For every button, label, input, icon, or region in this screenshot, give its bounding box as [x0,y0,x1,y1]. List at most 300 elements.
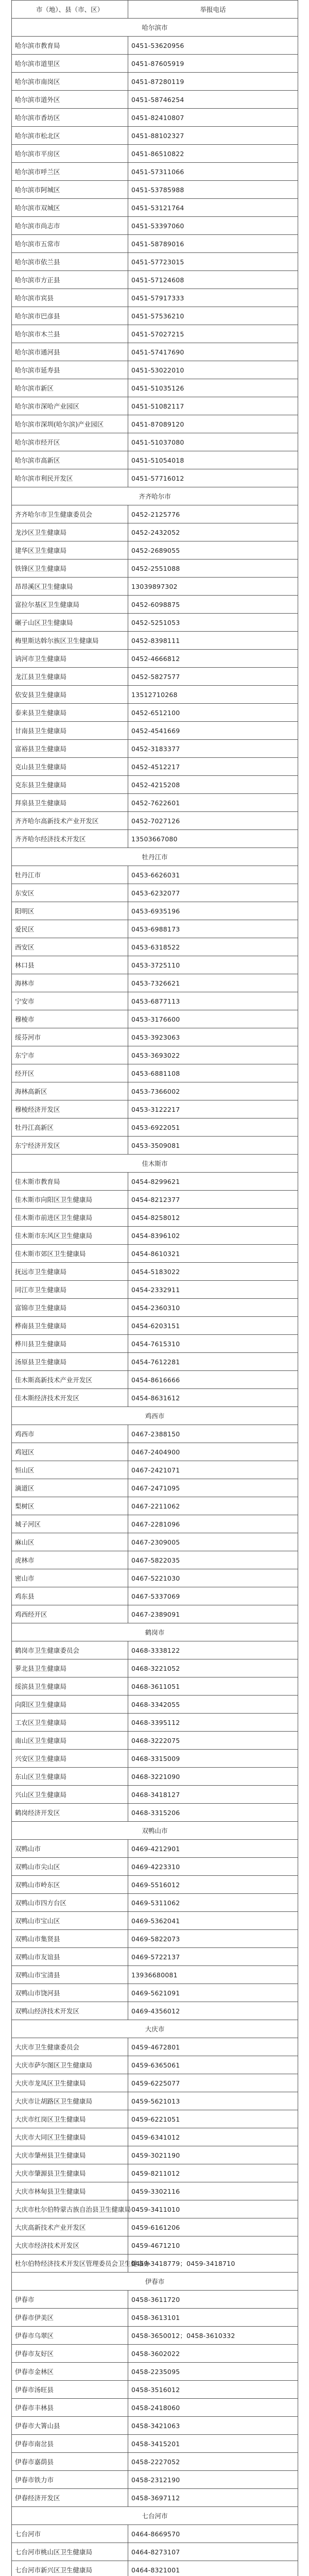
phone-number-cell: 0453-6232077 [128,884,298,902]
region-name-cell: 鸡东县 [12,1587,128,1605]
region-name-cell: 哈尔滨市深哈产业园区 [12,397,128,415]
region-name-cell: 海林市 [12,974,128,992]
region-name-cell: 大庆市林甸县卫生健康局 [12,2182,128,2200]
table-row [12,2110,298,2128]
table-row [12,91,298,109]
region-name-cell: 佳木斯经济技术开发区 [12,1389,128,1407]
region-name-cell: 哈尔滨市方正县 [12,271,128,289]
region-name-cell: 爱民区 [12,920,128,938]
phone-number-cell: 0469-5311062 [128,1894,298,1912]
table-row [12,596,298,614]
document [11,0,298,2576]
region-name-cell: 哈尔滨市通河县 [12,343,128,361]
header-region: 市（地）、县（市、区） [12,1,128,19]
phone-number-cell: 0451-58746254 [128,91,298,109]
region-name-cell: 经开区 [12,1064,128,1082]
region-name-cell: 哈尔滨市深圳(哈尔滨)产业园区 [12,415,128,433]
phone-number-cell: 0452-5251053 [128,614,298,632]
table-row [12,1786,298,1804]
table-row [12,1912,298,1930]
region-name-cell: 哈尔滨市延寿县 [12,361,128,379]
region-name-cell: 麻山区 [12,1533,128,1551]
table-row [12,289,298,307]
phone-number-cell: 0458-2227052 [128,2453,298,2471]
table-row [12,1173,298,1191]
region-name-cell: 哈尔滨市道外区 [12,91,128,109]
table-row [12,1858,298,1876]
phone-number-cell: 0454-2332911 [128,1281,298,1299]
region-name-cell: 大庆市肇州县卫生健康局 [12,2146,128,2164]
region-name-cell: 伊春市金林区 [12,2363,128,2381]
region-name-cell: 梨树区 [12,1497,128,1515]
table-row [12,2543,298,2561]
region-name-cell: 富拉尔基区卫生健康局 [12,596,128,614]
phone-number-cell: 0467-5822035 [128,1551,298,1569]
table-row [12,1425,298,1443]
section-header-row [12,848,298,866]
table-row [12,2218,298,2236]
region-name-cell: 东宁经济开发区 [12,1137,128,1155]
region-name-cell: 城子河区 [12,1515,128,1533]
region-name-cell: 哈尔滨市五常市 [12,235,128,253]
phone-number-cell: 0459-5621013 [128,2092,298,2110]
phone-number-cell: 0467-2404900 [128,1443,298,1461]
table-row [12,1587,298,1605]
table-row [12,1804,298,1822]
region-name-cell: 伊春市 [12,2291,128,2309]
table-row [12,1840,298,1858]
table-row [12,271,298,289]
phone-number-cell: 0459-3302116 [128,2182,298,2200]
table-row [12,73,298,91]
phone-number-cell: 0453-3923063 [128,1028,298,1046]
table-row [12,866,298,884]
phone-number-cell: 0467-5221030 [128,1569,298,1587]
region-name-cell: 哈尔滨市松北区 [12,127,128,145]
phone-number-cell: 0464-8669570 [128,2525,298,2543]
table-row [12,2128,298,2146]
region-name-cell: 伊春市汤旺县 [12,2381,128,2399]
region-name-cell: 富锦市卫生健康局 [12,1299,128,1317]
table-row [12,145,298,163]
table-row [12,2255,298,2273]
table-row [12,902,298,920]
table-header-row [12,1,298,19]
phone-number-cell: 0451-51054018 [128,451,298,469]
phone-number-cell: 0453-7366002 [128,1082,298,1100]
phone-number-cell: 0458-3415201 [128,2435,298,2453]
table-row [12,2002,298,2020]
table-row [12,1046,298,1064]
table-row [12,758,298,776]
phone-number-cell: 13039897302 [128,578,298,596]
region-name-cell: 双鸭山经济技术开发区 [12,2002,128,2020]
region-name-cell: 鹤岗经济开发区 [12,1804,128,1822]
region-name-cell: 七台河市桃山区卫生健康局 [12,2543,128,2561]
phone-number-cell: 0458-3697112 [128,2489,298,2507]
region-name-cell: 碾子山区卫生健康局 [12,614,128,632]
region-name-cell: 牡丹江市 [12,866,128,884]
region-name-cell: 鸡冠区 [12,1443,128,1461]
phone-number-cell: 0454-8610321 [128,1245,298,1263]
region-name-cell: 牡丹江高新区 [12,1118,128,1137]
table-row [12,776,298,794]
phone-number-cell: 0468-3338122 [128,1641,298,1659]
region-name-cell: 鹤岗市卫生健康委员会 [12,1641,128,1659]
phone-number-cell: 0458-3421063 [128,2417,298,2435]
table-row [12,2561,298,2576]
table-row [12,523,298,541]
region-name-cell: 哈尔滨市道里区 [12,55,128,73]
section-title: 牡丹江市 [12,848,298,866]
table-row [12,343,298,361]
table-row [12,361,298,379]
region-name-cell: 双鸭山市友谊县 [12,1948,128,1966]
region-name-cell: 铁锋区卫生健康局 [12,560,128,578]
region-name-cell: 哈尔滨市平房区 [12,145,128,163]
region-name-cell: 哈尔滨市双城区 [12,199,128,217]
phone-number-cell: 0454-6203151 [128,1317,298,1335]
region-name-cell: 伊春市伊美区 [12,2309,128,2327]
section-header-row [12,487,298,505]
table-row [12,469,298,487]
phone-number-cell: 0451-53397060 [128,217,298,235]
table-row [12,307,298,325]
phone-number-cell: 0453-6318522 [128,938,298,956]
phone-number-cell: 0469-4223310 [128,1858,298,1876]
region-name-cell: 伊春市友好区 [12,2345,128,2363]
region-name-cell: 绥芬河市 [12,1028,128,1046]
phone-number-cell: 0468-3221090 [128,1768,298,1786]
phone-number-cell: 0459-3411010 [128,2200,298,2218]
table-row [12,920,298,938]
region-name-cell: 伊春经济开发区 [12,2489,128,2507]
section-header-row [12,1407,298,1425]
region-name-cell: 佳木斯市前进区卫生健康局 [12,1209,128,1227]
phone-number-cell: 0452-7027126 [128,812,298,830]
phone-number-cell: 0467-2281096 [128,1515,298,1533]
section-header-row [12,1155,298,1173]
phone-number-cell: 0467-2471095 [128,1479,298,1497]
table-body [12,19,298,2576]
phone-number-cell: 0458-3602022 [128,2345,298,2363]
table-row [12,1299,298,1317]
region-name-cell: 龙江县卫生健康局 [12,668,128,686]
region-name-cell: 大庆市经济技术开发区 [12,2236,128,2255]
phone-number-cell: 0469-5621091 [128,1984,298,2002]
phone-number-cell: 0452-2125776 [128,505,298,523]
table-row [12,1209,298,1227]
table-row [12,2525,298,2543]
table-row [12,2417,298,2435]
region-name-cell: 东宁市 [12,1046,128,1064]
region-name-cell: 哈尔滨市巴彦县 [12,307,128,325]
region-name-cell: 南山区卫生健康局 [12,1732,128,1750]
table-row [12,560,298,578]
phone-number-cell: 0467-2211062 [128,1497,298,1515]
region-name-cell: 滴道区 [12,1479,128,1497]
region-name-cell: 龙沙区卫生健康局 [12,523,128,541]
phone-number-cell: 0451-57716012 [128,469,298,487]
table-row [12,1894,298,1912]
region-name-cell: 克东县卫生健康局 [12,776,128,794]
table-row [12,1948,298,1966]
region-name-cell: 哈尔滨市阿城区 [12,181,128,199]
region-name-cell: 七台河市 [12,2525,128,2543]
phone-number-cell: 0453-6626031 [128,866,298,884]
phone-number-cell: 0458-2418060 [128,2399,298,2417]
phone-number-cell: 0453-6877113 [128,992,298,1010]
table-row [12,1515,298,1533]
phone-number-cell: 0451-88102327 [128,127,298,145]
section-title: 七台河市 [12,2507,298,2525]
table-row [12,2182,298,2200]
phone-number-cell: 0451-57311066 [128,163,298,181]
region-name-cell: 大庆市杜尔伯特蒙古族自治县卫生健康局 [12,2200,128,2218]
region-name-cell: 泰来县卫生健康局 [12,704,128,722]
phone-number-cell: 0458-3611720 [128,2291,298,2309]
section-title: 双鸭山市 [12,1822,298,1840]
phone-number-cell: 0453-6988173 [128,920,298,938]
phone-number-cell: 0451-53620956 [128,37,298,55]
phone-number-cell: 0458-2312190 [128,2471,298,2489]
section-header-row [12,1822,298,1840]
table-row [12,541,298,560]
region-name-cell: 哈尔滨市新区 [12,379,128,397]
region-name-cell: 佳木斯市东风区卫生健康局 [12,1227,128,1245]
phone-number-cell: 0454-7615310 [128,1335,298,1353]
table-row [12,1876,298,1894]
phone-number-cell: 0452-5827577 [128,668,298,686]
phone-number-cell: 0468-3315206 [128,1804,298,1822]
section-title: 大庆市 [12,2020,298,2038]
phone-number-cell: 0453-3725110 [128,956,298,974]
table-row [12,325,298,343]
region-name-cell: 克山县卫生健康局 [12,758,128,776]
phone-number-cell: 0451-58789016 [128,235,298,253]
section-title: 齐齐哈尔市 [12,487,298,505]
phone-number-cell: 0468-3342055 [128,1696,298,1714]
region-name-cell: 七台河市新兴区卫生健康局 [12,2561,128,2576]
phone-number-cell: 0458-3650012；0458-3610332 [128,2327,298,2345]
phone-number-cell: 0459-6341012 [128,2128,298,2146]
table-row [12,1137,298,1155]
region-name-cell: 哈尔滨市宾县 [12,289,128,307]
table-row [12,2309,298,2327]
table-row [12,2453,298,2471]
table-row [12,614,298,632]
phone-number-cell: 0452-7622601 [128,794,298,812]
section-title: 伊春市 [12,2273,298,2291]
table-row [12,2164,298,2182]
phone-number-cell: 0451-87089120 [128,415,298,433]
phone-number-cell: 0453-6881108 [128,1064,298,1082]
table-row [12,1100,298,1118]
region-name-cell: 伊春市丰林县 [12,2399,128,2417]
table-row [12,668,298,686]
phone-number-cell: 0452-6512100 [128,704,298,722]
phone-number-cell: 0452-2551088 [128,560,298,578]
section-title: 鸡西市 [12,1407,298,1425]
phone-number-cell: 0453-3509081 [128,1137,298,1155]
region-name-cell: 哈尔滨市香坊区 [12,109,128,127]
region-name-cell: 伊春市大箐山县 [12,2417,128,2435]
region-name-cell: 伊春市南岔县 [12,2435,128,2453]
region-name-cell: 富裕县卫生健康局 [12,740,128,758]
phone-number-cell: 0458-3516012 [128,2381,298,2399]
table-row [12,2363,298,2381]
table-row [12,217,298,235]
table-row [12,1768,298,1786]
phone-number-cell: 0459-4671210 [128,2236,298,2255]
table-row [12,1461,298,1479]
region-name-cell: 大庆市让胡路区卫生健康局 [12,2092,128,2110]
section-header-row [12,2273,298,2291]
table-row [12,1335,298,1353]
phone-number-cell: 0452-2689055 [128,541,298,560]
phone-number-cell: 0453-6922051 [128,1118,298,1137]
header-phone: 举报电话 [128,1,298,19]
table-row [12,2471,298,2489]
region-name-cell: 林口县 [12,956,128,974]
phone-number-cell: 0468-3611051 [128,1677,298,1696]
region-name-cell: 哈尔滨市南岗区 [12,73,128,91]
table-row [12,1227,298,1245]
table-row [12,127,298,145]
region-name-cell: 双鸭山市宝山区 [12,1912,128,1930]
phone-number-cell: 0451-53121764 [128,199,298,217]
table-row [12,2056,298,2074]
phone-number-cell: 13936680081 [128,1966,298,1984]
region-name-cell: 大庆市肇源县卫生健康局 [12,2164,128,2182]
phone-number-cell: 0451-51037080 [128,433,298,451]
phone-number-cell: 0464-8321001 [128,2561,298,2576]
table-row [12,830,298,848]
phone-number-cell: 0451-57536210 [128,307,298,325]
region-name-cell: 伊春市铁力市 [12,2471,128,2489]
phone-number-cell: 0451-87605919 [128,55,298,73]
region-name-cell: 西安区 [12,938,128,956]
region-name-cell: 梅里斯达斡尔族区卫生健康局 [12,632,128,650]
table-row [12,109,298,127]
region-name-cell: 穆棱经济开发区 [12,1100,128,1118]
table-row [12,1605,298,1623]
table-row [12,1010,298,1028]
table-row [12,1732,298,1750]
phone-number-cell: 0451-51082117 [128,397,298,415]
table-row [12,2489,298,2507]
region-name-cell: 伊春市嘉荫县 [12,2453,128,2471]
table-row [12,235,298,253]
region-name-cell: 宁安市 [12,992,128,1010]
region-name-cell: 建华区卫生健康局 [12,541,128,560]
phone-number-cell: 0451-57417690 [128,343,298,361]
phone-number-cell: 0452-8398111 [128,632,298,650]
section-header-row [12,19,298,37]
table-row [12,884,298,902]
region-name-cell: 双鸭山市宝清县 [12,1966,128,1984]
phone-number-cell: 0452-4541669 [128,722,298,740]
region-name-cell: 密山市 [12,1569,128,1587]
region-name-cell: 汤原县卫生健康局 [12,1353,128,1371]
phone-number-cell: 0454-8396102 [128,1227,298,1245]
section-title: 哈尔滨市 [12,19,298,37]
region-name-cell: 齐齐哈尔市卫生健康委员会 [12,505,128,523]
phone-number-cell: 0454-8212377 [128,1191,298,1209]
phone-number-cell: 0469-5516012 [128,1876,298,1894]
table-row [12,2291,298,2309]
region-name-cell: 同江市卫生健康局 [12,1281,128,1299]
table-row [12,578,298,596]
phone-number-cell: 0459-8211012 [128,2164,298,2182]
table-row [12,199,298,217]
phone-number-cell: 0453-7326621 [128,974,298,992]
phone-number-cell: 0459-3418779；0459-3418710 [128,2255,298,2273]
table-row [12,2236,298,2255]
phone-number-cell: 0459-6161206 [128,2218,298,2236]
region-name-cell: 大庆市龙凤区卫生健康局 [12,2074,128,2092]
region-name-cell: 哈尔滨市高新区 [12,451,128,469]
phone-number-cell: 0453-3693022 [128,1046,298,1064]
phone-number-cell: 0469-5362041 [128,1912,298,1930]
phone-number-cell: 0454-8258012 [128,1209,298,1227]
table-row [12,397,298,415]
phone-number-cell: 0467-5337069 [128,1587,298,1605]
table-row [12,37,298,55]
region-name-cell: 双鸭山市岭东区 [12,1876,128,1894]
phone-number-cell: 0451-57723015 [128,253,298,271]
region-name-cell: 昂昂溪区卫生健康局 [12,578,128,596]
table-row [12,1317,298,1335]
region-name-cell: 恒山区 [12,1461,128,1479]
table-row [12,938,298,956]
table-row [12,379,298,397]
phone-number-cell: 0454-7612281 [128,1353,298,1371]
region-name-cell: 绥滨县卫生健康局 [12,1677,128,1696]
region-name-cell: 海林高新区 [12,1082,128,1100]
table-row [12,1750,298,1768]
table-row [12,2381,298,2399]
region-name-cell: 桦南县卫生健康局 [12,1317,128,1335]
region-name-cell: 依安县卫生健康局 [12,686,128,704]
table-row [12,2092,298,2110]
region-name-cell: 双鸭山市四方台区 [12,1894,128,1912]
phone-number-cell: 0452-3183377 [128,740,298,758]
table-row [12,1930,298,1948]
table-row [12,1533,298,1551]
phone-number-cell: 0451-57027215 [128,325,298,343]
table-row [12,1696,298,1714]
table-row [12,451,298,469]
region-name-cell: 哈尔滨市经开区 [12,433,128,451]
table-row [12,794,298,812]
table-row [12,2146,298,2164]
region-name-cell: 桦川县卫生健康局 [12,1335,128,1353]
phone-number-cell: 0451-86510822 [128,145,298,163]
table-row [12,1569,298,1587]
region-name-cell: 大庆市萨尔图区卫生健康局 [12,2056,128,2074]
phone-number-cell: 0469-5722137 [128,1948,298,1966]
phone-number-cell: 0467-2421071 [128,1461,298,1479]
table-row [12,253,298,271]
phone-number-cell: 0451-53785988 [128,181,298,199]
region-name-cell: 双鸭山市尖山区 [12,1858,128,1876]
table-row [12,2399,298,2417]
region-name-cell: 鸡西市 [12,1425,128,1443]
region-name-cell: 杜尔伯特经济技术开发区管理委员会卫生健康办 [12,2255,128,2273]
table-row [12,1281,298,1299]
region-name-cell: 大庆市大同区卫生健康局 [12,2128,128,2146]
